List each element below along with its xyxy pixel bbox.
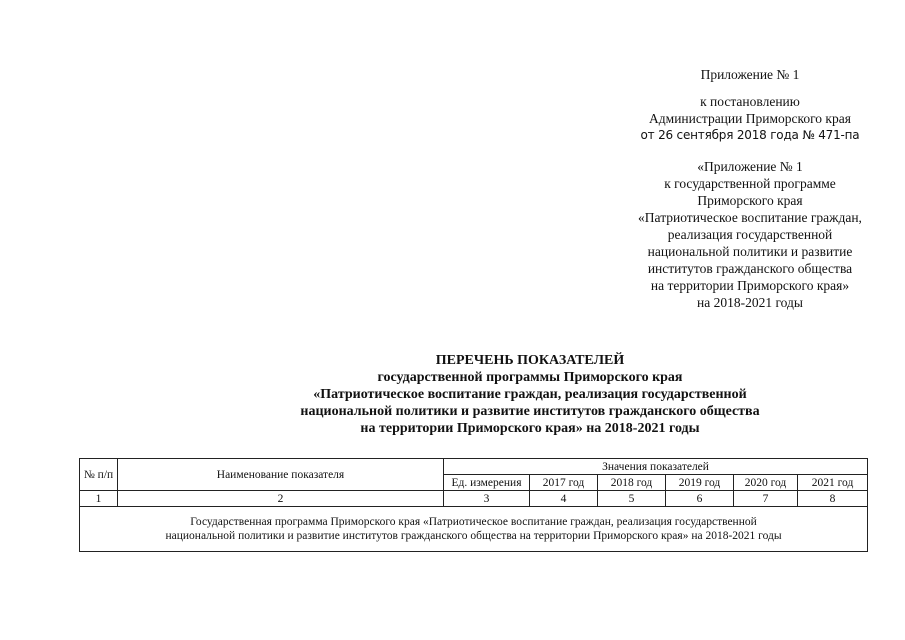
numbering-cell: 6 [666, 491, 734, 507]
program-title-line: Государственная программа Приморского края «Патриотическое воспитание граждан, реализация государственной [190, 516, 757, 528]
numbering-cell: 4 [530, 491, 598, 507]
table-numbering-row [80, 491, 868, 507]
heading-line: ПЕРЕЧЕНЬ ПОКАЗАТЕЛЕЙ [435, 353, 625, 368]
heading-line: национальной политики и развитие институтов гражданского общества [300, 404, 760, 419]
numbering-cell: 8 [798, 491, 868, 507]
header-year: 2017 год [530, 475, 598, 491]
numbering-cell: 2 [118, 491, 444, 507]
header-year: 2019 год [666, 475, 734, 491]
numbering-cell: 1 [80, 491, 118, 507]
appendix-title: Приложение № 1 [700, 67, 800, 82]
appendix-authority: Администрации Приморского края [649, 111, 851, 126]
heading-line: «Патриотическое воспитание граждан, реализация государственной [313, 387, 747, 402]
header-values: Значения показателей [444, 459, 868, 475]
table-header-row [80, 459, 868, 475]
numbering-cell: 5 [598, 491, 666, 507]
program-appendix-line: национальной политики и развитие [647, 244, 853, 259]
appendix-block [600, 66, 900, 144]
program-appendix-line: на территории Приморского края» [650, 278, 850, 293]
program-appendix-line: Приморского края [697, 193, 803, 208]
document-heading [230, 352, 830, 437]
header-year: 2020 год [734, 475, 798, 491]
heading-line: государственной программы Приморского края [377, 370, 683, 385]
program-appendix-line: на 2018-2021 годы [697, 295, 803, 310]
table-program-row [80, 507, 868, 552]
heading-line: на территории Приморского края» на 2018-2021 годы [360, 421, 700, 436]
header-num: № п/п [80, 459, 118, 491]
program-title-cell [80, 507, 868, 552]
numbering-cell: 7 [734, 491, 798, 507]
program-appendix-line: «Патриотическое воспитание граждан, [638, 210, 862, 225]
header-year: 2018 год [598, 475, 666, 491]
program-title-line: национальной политики и развитие институтов гражданского общества на территории Приморского края» на 2018-2021 годы [165, 530, 782, 542]
appendix-resolution-ref: к постановлению [700, 94, 800, 109]
program-appendix-line: к государственной программе [664, 176, 836, 191]
header-name: Наименование показателя [118, 459, 444, 491]
program-appendix-line: реализация государственной [667, 227, 833, 242]
header-year: 2021 год [798, 475, 868, 491]
appendix-date-number: от 26 сентября 2018 года № 471-па [640, 128, 860, 142]
numbering-cell: 3 [444, 491, 530, 507]
indicators-table [79, 458, 868, 552]
program-appendix-block [600, 158, 900, 311]
program-appendix-line: «Приложение № 1 [697, 159, 803, 174]
header-unit: Ед. измерения [444, 475, 530, 491]
program-appendix-line: институтов гражданского общества [647, 261, 853, 276]
